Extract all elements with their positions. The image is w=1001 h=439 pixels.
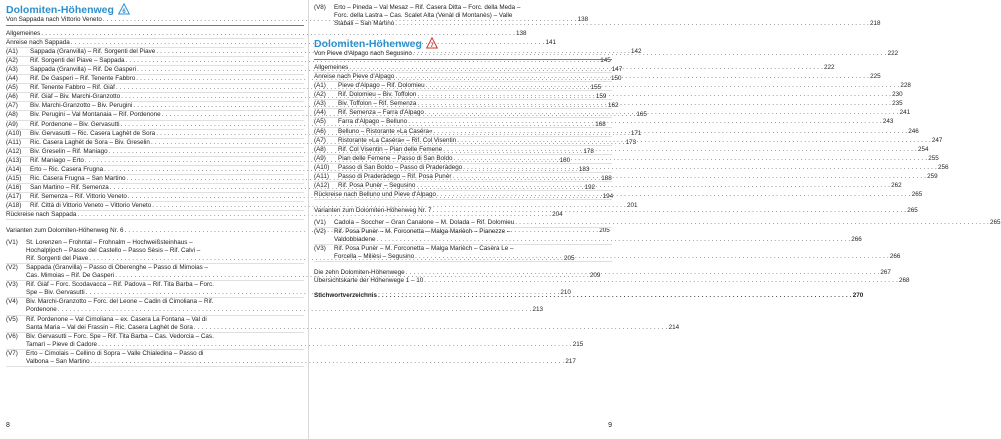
- route-badge-icon: [426, 37, 438, 49]
- stage-code: (A8): [314, 145, 326, 153]
- stage-code: (A17): [6, 192, 22, 200]
- variant-line: Rif. Sorgenti del Piave: [26, 255, 89, 263]
- page-ref: 256: [938, 163, 949, 171]
- variant-code: (V6): [6, 332, 18, 340]
- entry-title: Ric. Casera Laghèt de Sora – Biv. Greselin: [30, 138, 150, 146]
- leader-dots: [453, 155, 927, 163]
- entry-title: Rif. Semenza – Farra d'Alpago: [338, 109, 424, 117]
- variant-line: Biv. Marchi-Granzotto – Forc. del Leone – Cadin di Cimoliana – Rif.: [26, 298, 214, 306]
- svg-text:6: 6: [122, 9, 126, 15]
- entry-title: San Martino – Rif. Semenza: [30, 183, 109, 191]
- entry-title: Biv. Toffolon – Rif. Semenza: [338, 100, 417, 108]
- variant-line: Biv. Gervasutti – Forc. Spe – Rif. Tita Barba – Cas. Vedorcia – Cas.: [26, 332, 214, 340]
- page-ref: 162: [608, 102, 619, 110]
- leader-dots: [463, 164, 937, 172]
- toc-entry: [314, 181, 902, 191]
- page-ref: 138: [516, 30, 527, 38]
- entry-title: Rif. Città di Vittorio Veneto – Vittorio Veneto: [30, 201, 152, 209]
- stage-code: (A10): [314, 163, 330, 171]
- variant-code: (V3): [314, 245, 326, 253]
- stage-code: (A12): [6, 147, 22, 155]
- page-ref: 213: [532, 306, 544, 314]
- page-ref: 192: [584, 183, 595, 191]
- entry-title: Pian delle Femene – Passo di San Boldo: [338, 154, 453, 162]
- entry-title: Rif. De Gasperi – Rif. Tenente Fabbro: [30, 75, 136, 83]
- page-ref: 150: [610, 75, 622, 83]
- svg-text:7: 7: [430, 43, 434, 50]
- variant-code: (V3): [6, 281, 18, 289]
- variant-entry: [6, 315, 680, 333]
- page-ref: 205: [564, 255, 575, 263]
- stage-code: (A3): [6, 66, 18, 74]
- page-ref: 214: [668, 323, 680, 331]
- entry-title: Erto – Ric. Casera Frugna: [30, 165, 104, 173]
- stage-code: (A7): [314, 136, 326, 144]
- route-badge-icon: [118, 3, 130, 15]
- entry-title: Farra d'Alpago – Belluno: [338, 118, 408, 126]
- entry-title: Passo di Praderàdego – Rif. Posa Punèr: [338, 172, 452, 180]
- page-ref: 228: [900, 82, 911, 90]
- entry-title: Übersichtskarte der Höhenwege 1 – 10: [314, 277, 424, 285]
- leader-dots: [415, 253, 889, 261]
- variant-code: (V1): [314, 218, 326, 226]
- variant-line: Sappada (Granvilla) – Passo di Oberenghe – Passo di Mimoias –: [26, 264, 209, 272]
- entry-title: Biv. Marchi-Granzotto – Biv. Perugini: [30, 102, 133, 110]
- page-ref: 268: [898, 277, 910, 285]
- page-ref: 225: [870, 73, 881, 81]
- toc-entry: [314, 172, 938, 182]
- variant-entry: [6, 332, 584, 350]
- leader-dots: [515, 219, 989, 227]
- leader-dots: [452, 173, 926, 181]
- page-ref: 141: [545, 39, 556, 47]
- entry-title: Rif. Sorgenti del Piave – Sappada: [30, 57, 125, 65]
- toc-entry: [6, 48, 642, 57]
- entry-title: Ric. Casera Frugna – San Martino: [30, 174, 126, 182]
- leader-dots: [443, 146, 917, 154]
- leader-dots: [457, 137, 931, 145]
- stage-code: (A13): [6, 156, 22, 164]
- variant-line: Hochalpljoch – Passo del Castello – Passo Sèsis – Rif. Calvi –: [26, 247, 201, 255]
- toc-entry: [314, 277, 910, 285]
- toc-entry: [314, 154, 939, 164]
- toc-entry: [314, 269, 891, 277]
- stage-code: (A5): [6, 84, 18, 92]
- stage-code: (A4): [314, 109, 326, 117]
- entry-title: Biv. Gervasutti – Ric. Casera Laghèt de Sora: [30, 129, 156, 137]
- leader-dots: [377, 236, 851, 244]
- variant-line: Rif. Giàf – Forc. Scodavacca – Rif. Padova – Rif. Tita Barba – Forc.: [26, 281, 214, 289]
- entry-title: Belluno – Ristorante »La Caséra«: [338, 127, 433, 135]
- page-ref: 217: [565, 357, 576, 365]
- page-number: 9: [608, 422, 612, 429]
- stage-code: (A12): [314, 181, 330, 189]
- variant-line: Cadola – Soccher – Gran Canalone – M. Dolada – Rif. Dolomieu: [334, 218, 515, 226]
- page-ref: 230: [892, 91, 903, 99]
- page-ref: 165: [636, 111, 647, 119]
- variant-code: (V5): [6, 315, 18, 323]
- page-ref: 145: [600, 57, 611, 65]
- page-ref: 155: [590, 84, 602, 92]
- variant-entry: [6, 298, 544, 315]
- page-ref: 255: [928, 154, 939, 162]
- toc-entry: [314, 190, 923, 200]
- entry-title: Rif. Pordenone – Biv. Gervasutti: [30, 120, 120, 128]
- variants-heading: Varianten zum Dolomiten-Höhenweg Nr. 7 . . . 265: [314, 207, 612, 215]
- stage-code: (A7): [6, 102, 18, 110]
- toc-entry: [314, 82, 911, 91]
- leader-dots: [417, 91, 891, 99]
- stage-code: (A9): [6, 120, 18, 128]
- variant-entry: [314, 227, 862, 245]
- toc-entry: [6, 201, 638, 211]
- stage-code: (A2): [6, 57, 18, 65]
- page-ref: 247: [931, 136, 943, 144]
- variant-line: Spe – Biv. Gervasutti: [26, 289, 85, 297]
- page-ref: 178: [583, 147, 594, 155]
- variant-entry: [6, 349, 576, 367]
- page-ref: 262: [891, 181, 902, 189]
- entry-title: Ristorante »La Caséra« – Rif. Col Visentin: [338, 136, 457, 144]
- toc-entry: [314, 91, 903, 100]
- stage-code: (A14): [6, 165, 22, 173]
- leader-dots: [426, 82, 900, 90]
- entry-title: Rif. Dolomieu – Biv. Toffolon: [338, 91, 417, 99]
- page-ref: 243: [882, 118, 894, 126]
- page-divider: [308, 0, 309, 439]
- toc-entry: [314, 118, 894, 127]
- toc-entry: [314, 163, 949, 173]
- variants-heading: Varianten zum Dolomiten-Höhenweg Nr. 6 . . . 205: [6, 227, 304, 235]
- page-ref: 266: [889, 253, 901, 261]
- entry-title: Biv. Greselin – Rif. Maniago: [30, 147, 108, 155]
- page-ref: 188: [601, 174, 612, 182]
- leader-dots: [437, 191, 911, 199]
- variant-code: (V1): [6, 239, 18, 247]
- variant-line: Rif. Posa Punèr – M. Forconetta – Malga Marièch – Pianezze –: [334, 227, 511, 235]
- section-title-hw6: [6, 4, 304, 16]
- leader-dots: [425, 109, 899, 117]
- index-entry: Stichwortverzeichnis . . . 270: [314, 292, 612, 300]
- page-ref: 246: [908, 127, 919, 135]
- variant-line: Rif. Posa Punèr – M. Forconetta – Malga Marièch – Casèra Le –: [334, 245, 514, 253]
- page-ref: 266: [851, 236, 862, 244]
- entry-title: Anreise nach Sappada: [6, 39, 70, 47]
- stage-code: (A4): [6, 75, 18, 83]
- variant-code: (V4): [6, 298, 18, 306]
- closing-list: [314, 269, 910, 285]
- variant-line: Cas. Mimoias – Rif. De Gasperi: [26, 272, 115, 280]
- variant-code: (V7): [6, 349, 18, 357]
- entry-title: Rif. Semenza – Rif. Vittorio Veneto: [30, 192, 127, 200]
- stage-code: (A6): [6, 93, 18, 101]
- stage-code: (A1): [6, 48, 18, 56]
- variant-entry: [314, 218, 1001, 228]
- page-ref: 215: [572, 340, 584, 348]
- stage-code: (A5): [314, 118, 326, 126]
- leader-dots: [408, 118, 882, 126]
- stage-code: (A18): [6, 201, 22, 209]
- stage-code: (A11): [314, 172, 329, 180]
- page-ref: 201: [626, 201, 638, 209]
- leader-dots: [406, 269, 880, 277]
- leader-dots: [395, 73, 869, 81]
- page-ref: 235: [892, 100, 903, 108]
- stage-code: (A16): [6, 183, 22, 191]
- leader-dots: [424, 277, 898, 285]
- stage-code: (A11): [6, 138, 21, 146]
- entry-title: Anreise nach Pieve d'Alpago: [314, 73, 395, 81]
- leader-dots: [349, 64, 823, 72]
- page-ref: 180: [559, 156, 571, 164]
- section-subtitle: Von Sappada nach Vittorio Veneto . . . 138: [6, 16, 304, 24]
- variant-line: Tamarì – Pieve di Cadore: [26, 340, 98, 348]
- variant-continuation: (V8) Erto – Pineda – Val Mesaz – Rif. Casera Ditta – Forc. della Meda – Forc. della Lastra – Cas. Scalet Alta (Venàl di Montanès) – Valle Stabali – San Martino . . . 218: [314, 4, 612, 28]
- entry-title: Rif. Tenente Fabbro – Rif. Giàf: [30, 84, 115, 92]
- stage-code: (A15): [6, 174, 22, 182]
- entry-title: Rif. Maniago – Erto: [30, 156, 84, 164]
- page-ref: 168: [595, 120, 606, 128]
- variant-line: St. Lorenzen – Frohntal – Frohnalm – Hochweißsteinhaus –: [26, 239, 193, 247]
- entry-title: Rif. Col Visentin – Pian delle Femene: [338, 145, 443, 153]
- stage-code: (A8): [6, 111, 18, 119]
- stage-code: (A9): [314, 154, 326, 162]
- stage-code: (A2): [314, 91, 326, 99]
- page-ref: 267: [880, 269, 891, 277]
- page-number: 8: [6, 422, 10, 429]
- variant-line: Forcella – Milièsi – Segusino: [334, 253, 415, 261]
- section-title-text: Dolomiten-Höhenweg: [6, 4, 114, 16]
- entry-title: Rückreise nach Belluno und Pieve d'Alpago: [314, 190, 436, 198]
- variant-line: Rif. Pordenone – Val Cimoliana – ex. Casera La Fontana – Val di: [26, 315, 207, 323]
- entry-title: Rückreise nach Sappada: [6, 210, 77, 218]
- page-ref: 210: [560, 289, 571, 297]
- page-ref: 173: [625, 138, 637, 146]
- leader-dots: [417, 100, 891, 108]
- page-ref: 241: [899, 109, 911, 117]
- variant-code: (V2): [314, 227, 326, 235]
- section-title-text: Dolomiten-Höhenweg: [314, 38, 422, 51]
- stage-code: (A6): [314, 127, 326, 135]
- page-ref: 259: [927, 172, 938, 180]
- page-ref: 142: [631, 48, 642, 56]
- entry-title: Rif. Posa Punèr – Segusino: [338, 181, 416, 189]
- variant-entry: [314, 245, 901, 262]
- variant-line: Santa Maria – Val dei Frassin – Ric. Casera Laghèt de Sora: [26, 323, 193, 331]
- variant-line: Valdobbiadene: [334, 236, 376, 244]
- page-ref: 183: [578, 165, 590, 173]
- stage-code: (A1): [314, 82, 326, 90]
- variant-line: Valbona – San Martino: [26, 357, 90, 365]
- entry-title: Allgemeines: [6, 30, 41, 38]
- toc-entry: [314, 145, 929, 155]
- toc-entry: [6, 30, 527, 39]
- stage-code: (A3): [314, 100, 326, 108]
- page-ref: 194: [602, 192, 614, 200]
- page-ref: 209: [589, 272, 601, 280]
- stage-code: (A10): [6, 129, 22, 137]
- page-ref: 265: [990, 218, 1001, 226]
- entry-title: Die zehn Dolomiten-Höhenwege: [314, 269, 405, 277]
- section-subtitle: Von Pieve d'Alpago nach Segusino . . . 222: [314, 50, 612, 58]
- entry-title: Allgemeines: [314, 64, 349, 72]
- page-ref: 222: [824, 64, 835, 72]
- entry-title: Sappada (Granvilla) – Rif. De Gasperi: [30, 66, 137, 74]
- leader-dots: [416, 182, 890, 190]
- variant-code: (V2): [6, 264, 18, 272]
- variant-line: Pordenone: [26, 306, 57, 314]
- page-ref: 171: [630, 129, 642, 137]
- variant-list: [314, 218, 1001, 262]
- entry-title: Sappada (Granvilla) – Rif. Sorgenti del Piave: [30, 48, 156, 56]
- variant-line: Erto – Cimolais – Cellino di Sopra – Valle Chialedina – Passo di: [26, 349, 204, 357]
- page-ref: 254: [917, 145, 929, 153]
- leader-dots: [434, 128, 908, 136]
- toc-entry: [6, 210, 563, 220]
- entry-title: Pieve d'Alpago – Rif. Dolomieu: [338, 82, 425, 90]
- entry-title: Biv. Perugini – Val Montanaia – Rif. Pordenone: [30, 111, 161, 119]
- entry-title: Passo di San Boldo – Passo di Praderàdego: [338, 163, 463, 171]
- page-ref: 265: [911, 190, 923, 198]
- entry-title: Rif. Giàf – Biv. Marchi-Granzotto: [30, 93, 121, 101]
- page-ref: 204: [552, 210, 563, 218]
- section-title-hw7: [314, 38, 612, 50]
- page-ref: 159: [595, 93, 607, 101]
- toc-entry: [6, 57, 611, 66]
- page-ref: 147: [611, 66, 623, 74]
